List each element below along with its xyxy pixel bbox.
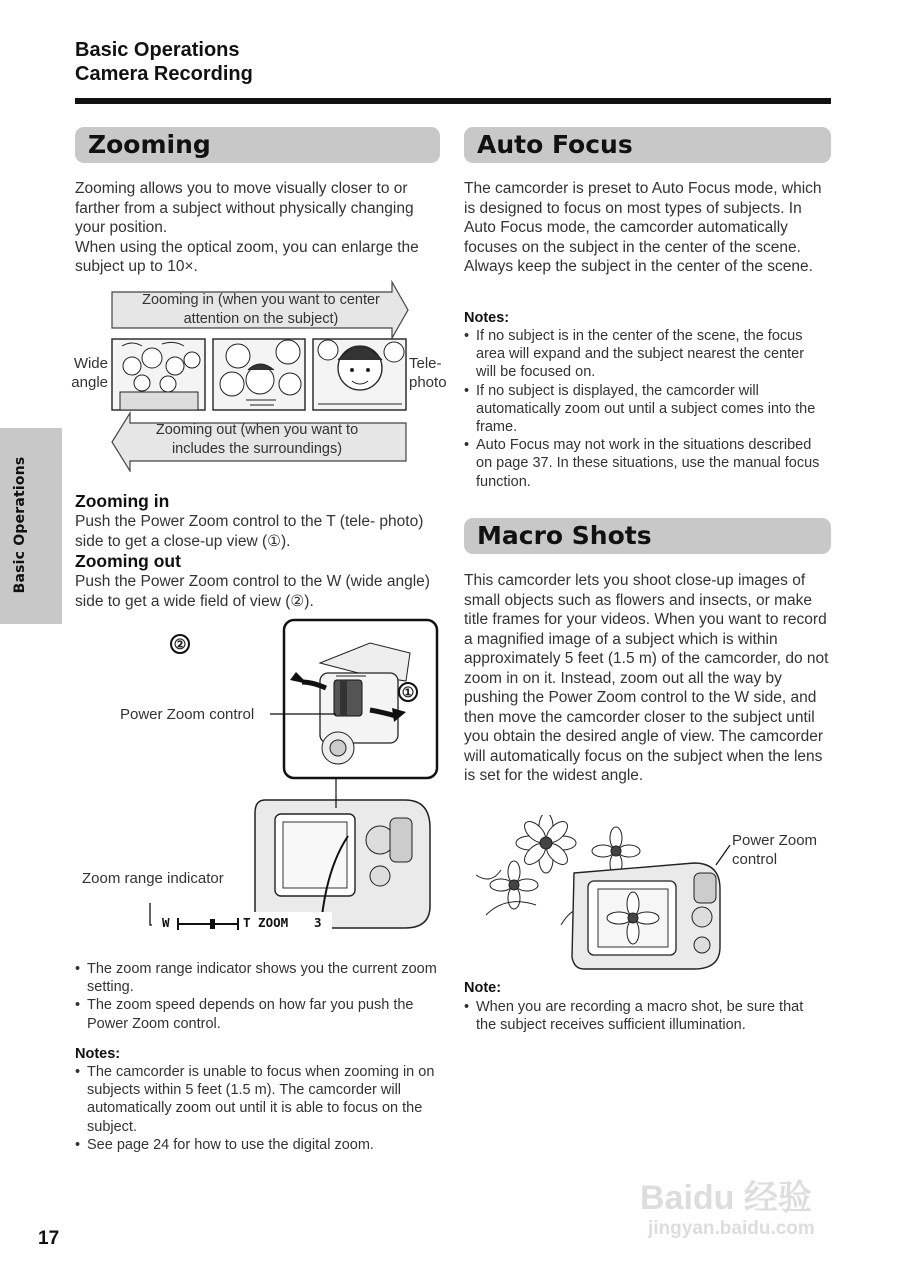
zooming-bullets bbox=[75, 960, 440, 1033]
zooming-note: • See page 24 for how to use the digital zoom. bbox=[75, 1136, 440, 1154]
side-tab bbox=[0, 428, 62, 624]
circle-2-marker: ② bbox=[170, 634, 190, 654]
auto-focus-notes bbox=[464, 327, 824, 491]
auto-focus-text: The camcorder is preset to Auto Focus mode, which is designed to focus on most types of subjects. In Auto Focus mode, the camcorder automatically focuses on the subject in the center of the scene. Always keep the subject in the center of the scene. bbox=[464, 180, 822, 275]
telephoto-picture bbox=[313, 339, 406, 410]
zooming-optical-text: When using the optical zoom, you can enlarge the subject up to 10×. bbox=[75, 238, 419, 275]
zooming-out-text: Push the Power Zoom control to the W (wide angle) side to get a wide field of view (②). bbox=[75, 573, 430, 610]
medium-zoom-picture bbox=[213, 339, 305, 410]
zooming-bullet: • The zoom range indicator shows you the current zoom setting. bbox=[75, 960, 440, 996]
macro-shots-heading: Macro Shots bbox=[464, 518, 831, 554]
macro-diagram bbox=[466, 815, 736, 975]
zooming-in-heading: Zooming in bbox=[75, 491, 170, 511]
auto-focus-note: • Auto Focus may not work in the situations described on page 37. In these situations, use the manual focus function. bbox=[464, 436, 824, 491]
indicator-t-zoom: T ZOOM bbox=[243, 915, 289, 930]
zooming-intro bbox=[75, 179, 437, 277]
zooming-notes-heading: Notes: bbox=[75, 1046, 121, 1062]
zooming-in-text: Push the Power Zoom control to the T (tele- photo) side to get a close-up view (①). bbox=[75, 513, 424, 550]
macro-camcorder bbox=[572, 845, 730, 969]
telephoto-label: Tele- photo bbox=[409, 355, 447, 391]
macro-note: • When you are recording a macro shot, be sure that the subject receives sufficient illumination. bbox=[464, 998, 824, 1034]
zooming-note: • The camcorder is unable to focus when zooming in on subjects within 5 feet (1.5 m). The camcorder will automatically zoom out until it is able to focus on the subject. bbox=[75, 1063, 440, 1136]
watermark-brand: Baidu 经验 bbox=[640, 1179, 812, 1217]
zooming-out-heading: Zooming out bbox=[75, 551, 181, 571]
zoom-range-indicator-label: Zoom range indicator bbox=[82, 870, 224, 887]
zooming-intro-text: Zooming allows you to move visually closer to or farther from a subject without physically changing your position. bbox=[75, 180, 414, 236]
auto-focus-notes-heading: Notes: bbox=[464, 310, 510, 326]
side-tab-label: Basic Operations bbox=[12, 456, 28, 594]
auto-focus-note: • If no subject is in the center of the scene, the focus area will expand and the subject nearest the center will be focused on. bbox=[464, 327, 824, 382]
zoom-in-arrow-label: Zooming in (when you want to center attention on the subject) bbox=[142, 292, 380, 327]
indicator-w: W bbox=[162, 915, 170, 930]
auto-focus-heading: Auto Focus bbox=[464, 127, 831, 163]
indicator-value: 3 bbox=[314, 915, 322, 930]
page-header bbox=[75, 38, 253, 86]
header-line-2: Camera Recording bbox=[75, 63, 253, 85]
zooming-instructions bbox=[75, 491, 437, 611]
macro-note-heading: Note: bbox=[464, 980, 502, 996]
macro-shots-text: This camcorder lets you shoot close-up images of small objects such as flowers and insects, or make title frames for your videos. When you want to record a magnified image of a subject which is within approximately 5 feet (1.5 m) of the camcorder, do not zoom in on it. Instead, zoom out all the way by pushing the Power Zoom control to the W side, and then move the camcorder closer to the subject until you obtain the desired angle of view. The camcorder will automatically focus on the subject when the lens is set for the widest angle. bbox=[464, 572, 829, 784]
macro-power-zoom-label: Power Zoom control bbox=[732, 832, 818, 868]
wide-angle-picture bbox=[112, 339, 205, 410]
circle-1-marker: ① bbox=[398, 682, 418, 702]
zooming-heading: Zooming bbox=[75, 127, 440, 163]
wide-angle-label: Wide angle bbox=[71, 355, 108, 391]
header-line-1: Basic Operations bbox=[75, 39, 240, 61]
camcorder-zoom-diagram bbox=[140, 618, 440, 948]
page-number: 17 bbox=[38, 1228, 60, 1249]
power-zoom-label: Power Zoom control bbox=[120, 706, 255, 723]
zooming-notes bbox=[75, 1063, 440, 1154]
auto-focus-note: • If no subject is displayed, the camcorder will automatically zoom out until a subject comes into the frame. bbox=[464, 382, 824, 437]
watermark-url: jingyan.baidu.com bbox=[648, 1218, 815, 1239]
macro-notes bbox=[464, 998, 824, 1034]
zoom-out-arrow-label: Zooming out (when you want to includes the surroundings) bbox=[155, 422, 359, 457]
zooming-bullet: • The zoom speed depends on how far you push the Power Zoom control. bbox=[75, 996, 440, 1032]
header-rule bbox=[75, 98, 831, 104]
